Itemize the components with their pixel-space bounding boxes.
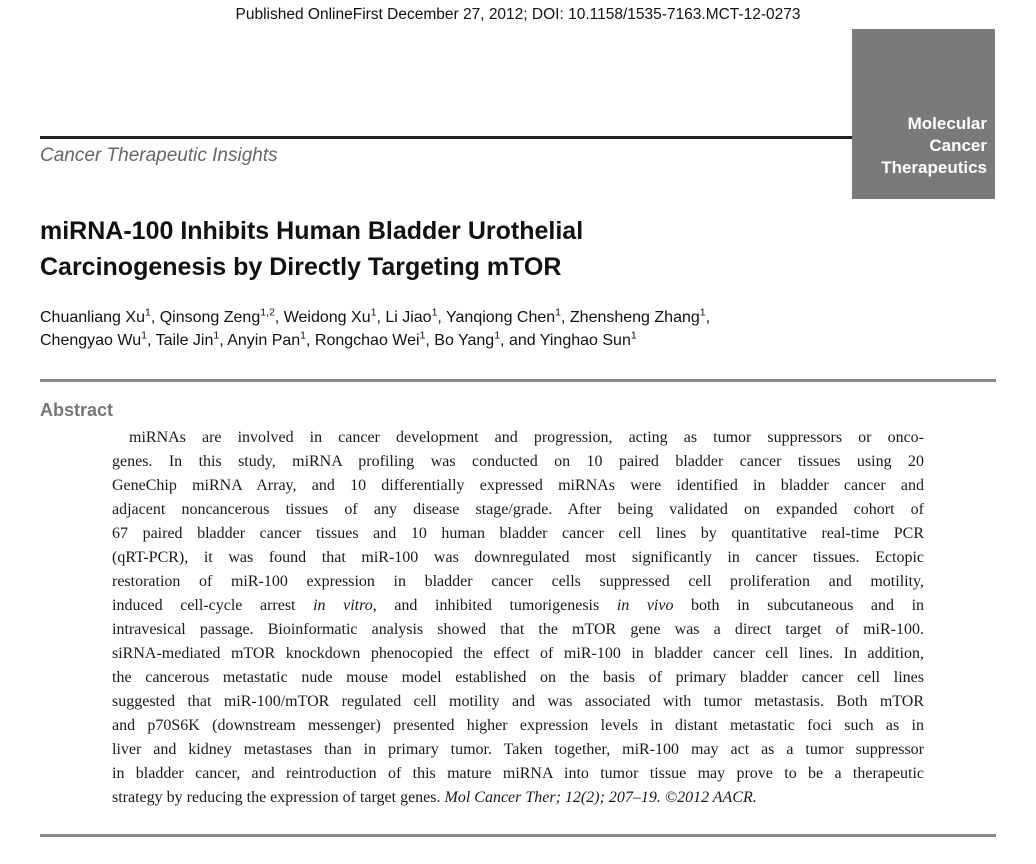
author-list [40,306,940,352]
abstract-text: GeneChip miRNA Array, and 10 differentially expressed miRNAs were identified in bladder cancer and [112,477,924,494]
author-affiliation: 1 [144,306,151,319]
abstract-text: intravesical passage. Bioinformatic analysis showed that the mTOR gene was a direct target of miR-100. [112,621,924,638]
abstract-line [112,594,924,618]
abstract-line [112,714,924,738]
author-affiliation: 1 [555,306,561,319]
abstract-line [112,762,924,786]
abstract-text: (qRT-PCR), it was found that miR-100 was downregulated most significantly in cancer tissues. Ectopic [112,549,924,566]
abstract-line [112,690,924,714]
article-title-line-1: miRNA-100 Inhibits Human Bladder Urothelial [40,217,584,245]
abstract-text: restoration of miR-100 expression in bladder cancer cells suppressed cell proliferation and motility, [112,573,924,590]
section-label: Cancer Therapeutic Insights [40,145,278,166]
author-line-2: Chengyao Wu$^1$, Taile Jin$^1$, Anyin Pan$^1$, Rongchao Wei$^1$, Bo Yang$^1$, and Yinghao Sun$^1$ [40,329,637,349]
abstract-text: both in subcutaneous and in [673,597,925,614]
author-name: Anyin Pan [227,332,301,349]
abstract-heading: Abstract [40,400,114,420]
bottom-rule [40,834,996,837]
author-affiliation: 1 [370,306,377,319]
abstract-line [112,618,924,642]
publication-line: Published OnlineFirst December 27, 2012; DOI: 10.1158/1535-7163.MCT-12-0273 [235,6,801,23]
author-name: Li Jiao [385,309,432,326]
abstract-text: and p70S6K (downstream messenger) presented higher expression levels in distant metastatic foci such as in [112,717,924,734]
abstract-line [112,786,924,810]
author-name: Weidong Xu [283,309,371,326]
author-name: Chengyao Wu [40,332,142,349]
abstract-line [112,642,924,666]
author-line-1: Chuanliang Xu$^1$, Qinsong Zeng$^{1,2}$, Weidong Xu$^1$, Li Jiao$^1$, Yanqiong Chen$^1$, Zhensheng Zhang$^1$, [40,306,711,326]
abstract-text: in bladder cancer, and reintroduction of this mature miRNA into tumor tissue may prove to be a therapeutic [112,765,924,782]
author-name: Taile Jin [155,332,214,349]
abstract-text: adjacent noncancerous tissues of any disease stage/grade. After being validated on expanded cohort of [112,501,924,518]
author-affiliation: 1 [431,306,438,319]
author-affiliation: 1,2 [260,306,275,319]
abstract-line [112,522,924,546]
abstract-italic-text: in vitro [313,597,373,614]
author-name: Bo Yang [434,332,495,349]
journal-brand-word-2: Cancer [929,136,987,155]
author-name: Qinsong Zeng [159,309,261,326]
author-name: Rongchao Wei [314,332,420,349]
author-name: Chuanliang Xu [40,309,145,326]
journal-brand-box [852,29,995,199]
abstract-line [112,570,924,594]
abstract-text: genes. In this study, miRNA profiling was conducted on 10 paired bladder cancer tissues using 20 [112,453,924,470]
abstract-line [112,474,924,498]
abstract-line [112,738,924,762]
author-name: Yinghao Sun [539,332,631,349]
author-affiliation: 1 [213,329,220,342]
abstract-italic-text: in vivo [616,597,674,614]
abstract-text: the cancerous metastatic nude mouse model established on the basis of primary bladder cancer cell lines [112,669,924,686]
abstract-text: 67 paired bladder cancer tissues and 10 human bladder cancer cell lines by quantitative real-time PCR [112,525,924,542]
author-affiliation: 1 [419,329,426,342]
abstract-text: induced cell-cycle arrest [112,597,314,614]
author-affiliation: 1 [699,306,706,319]
abstract-text: siRNA-mediated mTOR knockdown phenocopied the effect of miR-100 in bladder cancer cell lines. In addition, [112,645,924,662]
journal-brand-word-3: Therapeutics [881,158,987,177]
abstract-line [112,666,924,690]
article-title-line-2: Carcinogenesis by Directly Targeting mTOR [40,253,562,281]
abstract-text: miRNAs are involved in cancer development and progression, acting as tumor suppressors or onco- [129,429,924,446]
author-affiliation: 1 [141,329,147,342]
abstract-line [112,546,924,570]
abstract-line [112,450,924,474]
abstract-italic-text: Mol Cancer Ther; 12(2); 207–19. ©2012 AACR. [444,789,757,806]
author-name: Yanqiong Chen [446,309,556,326]
author-divider [40,379,996,382]
abstract-text: strategy by reducing the expression of target genes. [112,789,445,806]
article-title [40,213,800,285]
author-name: Zhensheng Zhang [569,309,700,326]
abstract-text: liver and kidney metastases than in primary tumor. Taken together, miR-100 may act as a tumor suppressor [112,741,924,758]
author-affiliation: 1 [630,329,637,342]
abstract-body [112,426,924,810]
author-affiliation: 1 [300,329,307,342]
abstract-line [112,426,924,450]
journal-brand-word-1: Molecular [907,114,987,133]
abstract-text: , and inhibited tumorigenesis [372,597,617,614]
author-affiliation: 1 [494,329,501,342]
header-rule [40,136,852,139]
journal-brand-text [881,113,987,179]
abstract-text: suggested that miR-100/mTOR regulated cell motility and was associated with tumor metastasis. Both mTOR [112,693,924,710]
abstract-line [112,498,924,522]
